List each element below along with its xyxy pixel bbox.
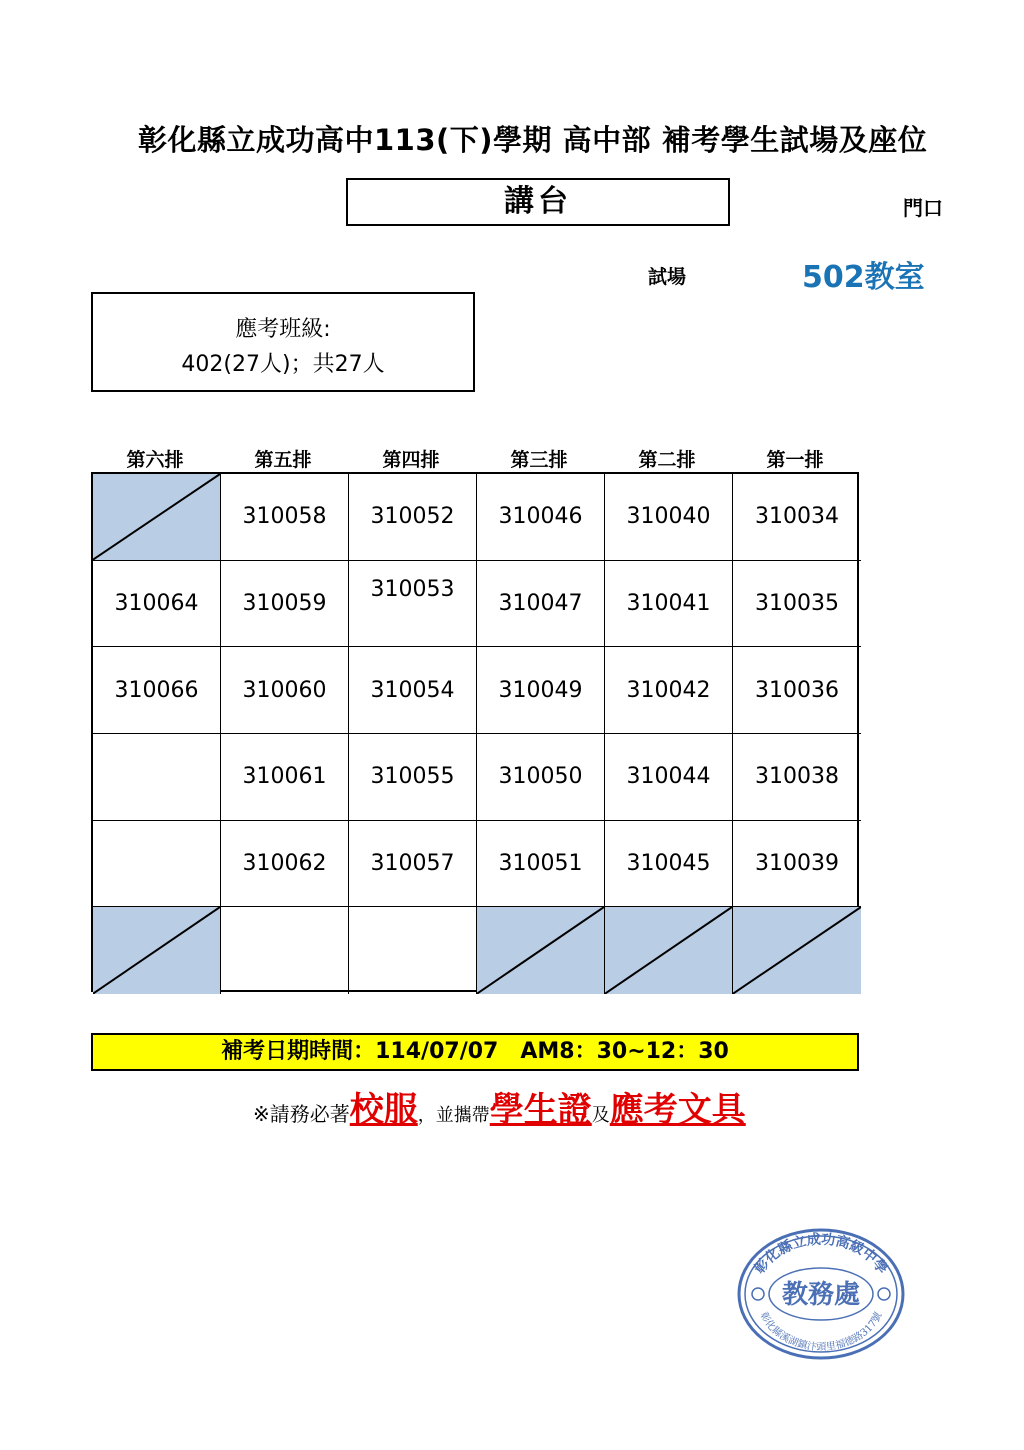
podium-box: 講台: [346, 178, 730, 226]
seat-number: 310055: [370, 764, 455, 790]
seat-number: 310052: [370, 504, 455, 530]
empty-seat: [349, 907, 477, 994]
seat-cell: [605, 647, 733, 734]
seat-cell: [477, 561, 605, 648]
seat-cell: [477, 821, 605, 908]
seat-cell: [349, 734, 477, 821]
seat-cell: [349, 561, 477, 648]
page-title: 彰化縣立成功高中113(下)學期 高中部 補考學生試場及座位: [138, 123, 928, 157]
row-header-4: 第四排: [382, 449, 440, 471]
seat-cell: [477, 734, 605, 821]
class-info-value: 402(27人)；共27人: [181, 352, 385, 377]
seat-cell: [477, 647, 605, 734]
notice-and: 及: [591, 1105, 610, 1126]
notice-line: [253, 1082, 746, 1131]
notice-mid: ，並攜帶: [417, 1105, 490, 1126]
svg-text:教務處: 教務處: [781, 1280, 861, 1310]
door-label: 門口: [903, 196, 943, 220]
svg-text:彰化縣溪湖鎮汴頭里福德路317號: 彰化縣溪湖鎮汴頭里福德路317號: [757, 1310, 885, 1354]
seat-number: 310035: [755, 590, 839, 616]
seat-number: 310036: [755, 677, 839, 703]
exam-time-bar: 補考日期時間：114/07/07 AM8：30~12：30: [91, 1033, 859, 1071]
seat-number: 310045: [626, 851, 711, 876]
seat-number: 310038: [755, 764, 839, 790]
notice-item-student-id: 學生證: [489, 1090, 592, 1130]
blocked-seat: [477, 907, 605, 994]
seat-number: 310066: [114, 677, 199, 703]
blocked-seat: [605, 907, 733, 994]
blocked-seat: [93, 474, 221, 561]
blocked-seat: [733, 907, 861, 994]
seat-cell: [733, 474, 861, 561]
seat-cell: [349, 647, 477, 734]
seat-number: 310058: [242, 504, 327, 530]
seat-cell: [733, 734, 861, 821]
row-header-2: 第二排: [638, 449, 696, 471]
seat-number: 310034: [755, 504, 839, 530]
row-header-6: 第六排: [126, 449, 184, 471]
seat-number: 310054: [370, 677, 455, 703]
notice-item-uniform: 校服: [349, 1090, 418, 1130]
seat-cell: [733, 561, 861, 648]
seat-number: 310040: [626, 504, 711, 530]
seat-cell: [93, 561, 221, 648]
class-info-box: [91, 292, 475, 392]
seat-number: 310046: [498, 504, 583, 530]
exam-room-value: 502教室: [802, 260, 925, 295]
seat-cell: [221, 474, 349, 561]
seat-cell: [221, 647, 349, 734]
notice-item-stationery: 應考文具: [609, 1090, 746, 1130]
exam-room-label: 試場: [648, 266, 687, 288]
seat-cell: [349, 474, 477, 561]
seat-number: 310042: [626, 677, 711, 703]
academic-affairs-seal-icon: [736, 1226, 906, 1362]
seat-cell: [93, 647, 221, 734]
seat-number: 310039: [755, 851, 839, 876]
seat-number: 310057: [370, 851, 455, 876]
seat-cell: [733, 821, 861, 908]
seat-number: 310061: [242, 764, 327, 790]
seat-number: 310059: [242, 590, 327, 616]
empty-seat: [221, 907, 349, 994]
seat-cell: [221, 561, 349, 648]
seat-number: 310044: [626, 764, 711, 790]
svg-text:彰化縣立成功高級中學: 彰化縣立成功高級中學: [751, 1231, 891, 1278]
seat-cell: [605, 561, 733, 648]
seat-cell: [605, 734, 733, 821]
row-header-3: 第三排: [510, 449, 568, 471]
seat-cell: [605, 474, 733, 561]
seat-cell: [221, 734, 349, 821]
seat-cell: [733, 647, 861, 734]
seat-cell: [477, 474, 605, 561]
notice-prefix: ※請務必著: [253, 1102, 350, 1126]
empty-seat: [93, 821, 221, 908]
row-header-1: 第一排: [766, 449, 824, 471]
empty-seat: [93, 734, 221, 821]
seat-grid: [91, 472, 859, 992]
class-info-label: 應考班級:: [235, 317, 331, 342]
seat-number: 310060: [242, 677, 327, 703]
row-header-5: 第五排: [254, 449, 312, 471]
seat-number: 310041: [626, 590, 711, 616]
seat-number: 310064: [114, 590, 199, 616]
blocked-seat: [93, 907, 221, 994]
seat-number: 310053: [370, 576, 455, 602]
seat-number: 310049: [498, 677, 583, 703]
seat-number: 310062: [242, 851, 327, 876]
seat-cell: [605, 821, 733, 908]
seat-number: 310050: [498, 764, 583, 790]
seat-number: 310047: [498, 590, 583, 616]
seat-cell: [221, 821, 349, 908]
seat-number: 310051: [498, 851, 583, 876]
seat-cell: [349, 821, 477, 908]
